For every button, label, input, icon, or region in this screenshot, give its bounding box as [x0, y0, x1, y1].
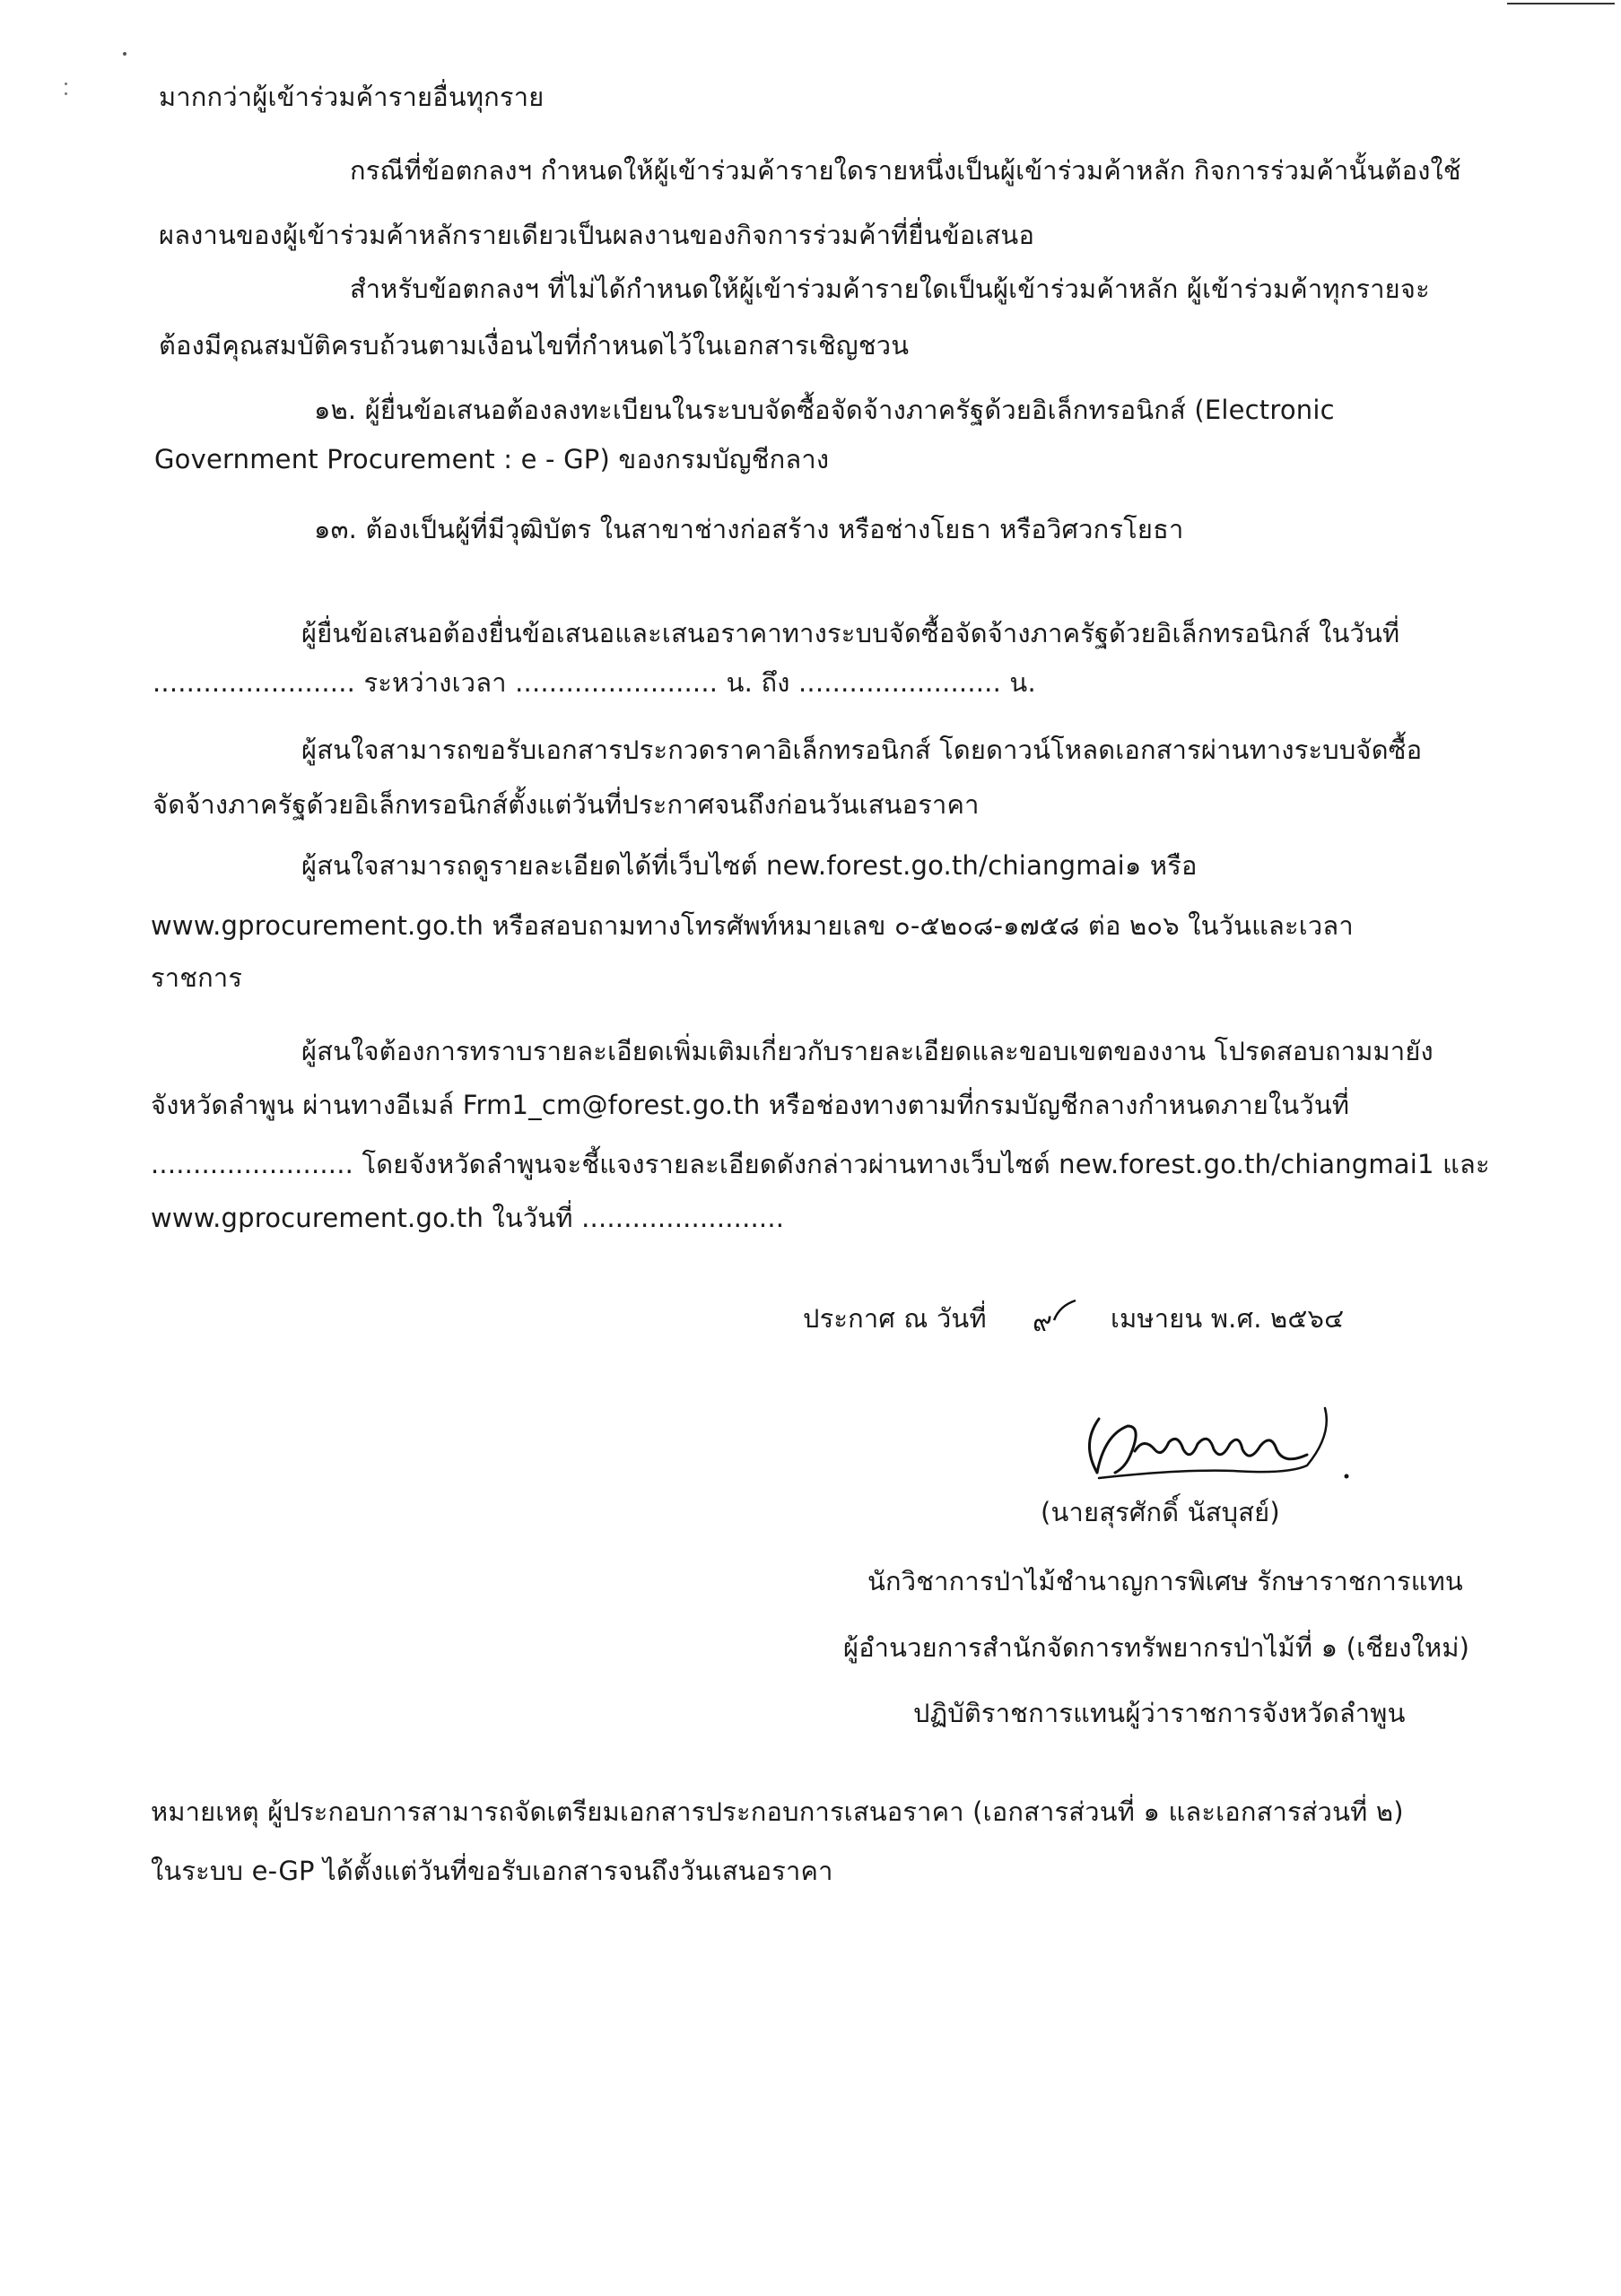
scan-mark: [65, 83, 67, 85]
body-line: ผู้สนใจสามารถขอรับเอกสารประกวดราคาอิเล็กทรอนิกส์ โดยดาวน์โหลดเอกสารผ่านทางระบบจัดซื้อ: [301, 735, 1423, 765]
body-line: ผลงานของผู้เข้าร่วมค้าหลักรายเดียวเป็นผลงานของกิจการร่วมค้าที่ยื่นข้อเสนอ: [159, 220, 1035, 250]
body-line: ผู้สนใจสามารถดูรายละเอียดได้ที่เว็บไซต์ new.forest.go.th/chiangmai๑ หรือ: [301, 850, 1198, 881]
svg-text:๙: ๙: [1033, 1307, 1052, 1338]
body-line: ราชการ: [151, 962, 243, 993]
note-line: หมายเหตุ ผู้ประกอบการสามารถจัดเตรียมเอกสารประกอบการเสนอราคา (เอกสารส่วนที่ ๑ และเอกสารส่วนที่ ๒): [151, 1796, 1404, 1827]
body-line: กรณีที่ข้อตกลงฯ กำหนดให้ผู้เข้าร่วมค้ารายใดรายหนึ่งเป็นผู้เข้าร่วมค้าหลัก กิจการร่วมค้านั้นต้องใช้: [350, 155, 1461, 186]
body-line: ๑๒. ผู้ยื่นข้อเสนอต้องลงทะเบียนในระบบจัดซื้อจัดจ้างภาครัฐด้วยอิเล็กทรอนิกส์ (Electronic: [314, 395, 1335, 425]
body-line: ........................ ระหว่างเวลา ........................ น. ถึง ........................ น.: [153, 667, 1036, 698]
body-line: www.gprocurement.go.th หรือสอบถามทางโทรศัพท์หมายเลข ๐-๕๒๐๘-๑๗๕๘ ต่อ ๒๐๖ ในวันและเวลา: [151, 910, 1354, 941]
body-line: ๑๓. ต้องเป็นผู้ที่มีวุฒิบัตร ในสาขาช่างก่อสร้าง หรือช่างโยธา หรือวิศวกรโยธา: [314, 514, 1184, 544]
signature-image: [1072, 1399, 1368, 1493]
body-line: จัดจ้างภาครัฐด้วยอิเล็กทรอนิกส์ตั้งแต่วันที่ประกาศจนถึงก่อนวันเสนอราคา: [153, 789, 980, 820]
signatory-position: นักวิชาการป่าไม้ชำนาญการพิเศษ รักษาราชการแทน: [867, 1566, 1463, 1596]
body-line: ........................ โดยจังหวัดลำพูนจะชี้แจงรายละเอียดดังกล่าวผ่านทางเว็บไซต์ new.forest.go.th/chiangmai1 และ: [151, 1149, 1490, 1179]
top-rule: [1507, 3, 1615, 4]
body-line: ต้องมีคุณสมบัติครบถ้วนตามเงื่อนไขที่กำหนดไว้ในเอกสารเชิญชวน: [159, 330, 910, 361]
body-line: ผู้สนใจต้องการทราบรายละเอียดเพิ่มเติมเกี่ยวกับรายละเอียดและขอบเขตของงาน โปรดสอบถามมายัง: [301, 1036, 1434, 1066]
signatory-acting: ปฏิบัติราชการแทนผู้ว่าราชการจังหวัดลำพูน: [913, 1698, 1406, 1728]
body-line: มากกว่าผู้เข้าร่วมค้ารายอื่นทุกราย: [159, 82, 545, 112]
announcement-date-month-year: เมษายน พ.ศ. ๒๕๖๔: [1111, 1303, 1345, 1334]
signatory-office: ผู้อำนวยการสำนักจัดการทรัพยากรป่าไม้ที่ ๑ (เชียงใหม่): [843, 1632, 1470, 1663]
body-line: ผู้ยื่นข้อเสนอต้องยื่นข้อเสนอและเสนอราคาทางระบบจัดซื้อจัดจ้างภาครัฐด้วยอิเล็กทรอนิกส์ ในวันที่: [301, 618, 1400, 648]
scan-mark: [123, 52, 126, 56]
body-line: Government Procurement : e - GP) ของกรมบัญชีกลาง: [154, 444, 830, 474]
handwritten-day: [1029, 1299, 1083, 1344]
body-line: สำหรับข้อตกลงฯ ที่ไม่ได้กำหนดให้ผู้เข้าร่วมค้ารายใดเป็นผู้เข้าร่วมค้าหลัก ผู้เข้าร่วมค้าทุกรายจะ: [350, 274, 1430, 304]
note-line: ในระบบ e-GP ได้ตั้งแต่วันที่ขอรับเอกสารจนถึงวันเสนอราคา: [151, 1856, 833, 1886]
announcement-date-prefix: ประกาศ ณ วันที่: [803, 1303, 987, 1334]
body-line: จังหวัดลำพูน ผ่านทางอีเมล์ Frm1_cm@forest.go.th หรือช่องทางตามที่กรมบัญชีกลางกำหนดภายในวันที่: [151, 1090, 1350, 1120]
signatory-name: (นายสุรศักดิ์ นัสบุสย์): [1041, 1497, 1280, 1527]
body-line: www.gprocurement.go.th ในวันที่ ........................: [151, 1203, 785, 1233]
scan-mark: [65, 92, 67, 95]
